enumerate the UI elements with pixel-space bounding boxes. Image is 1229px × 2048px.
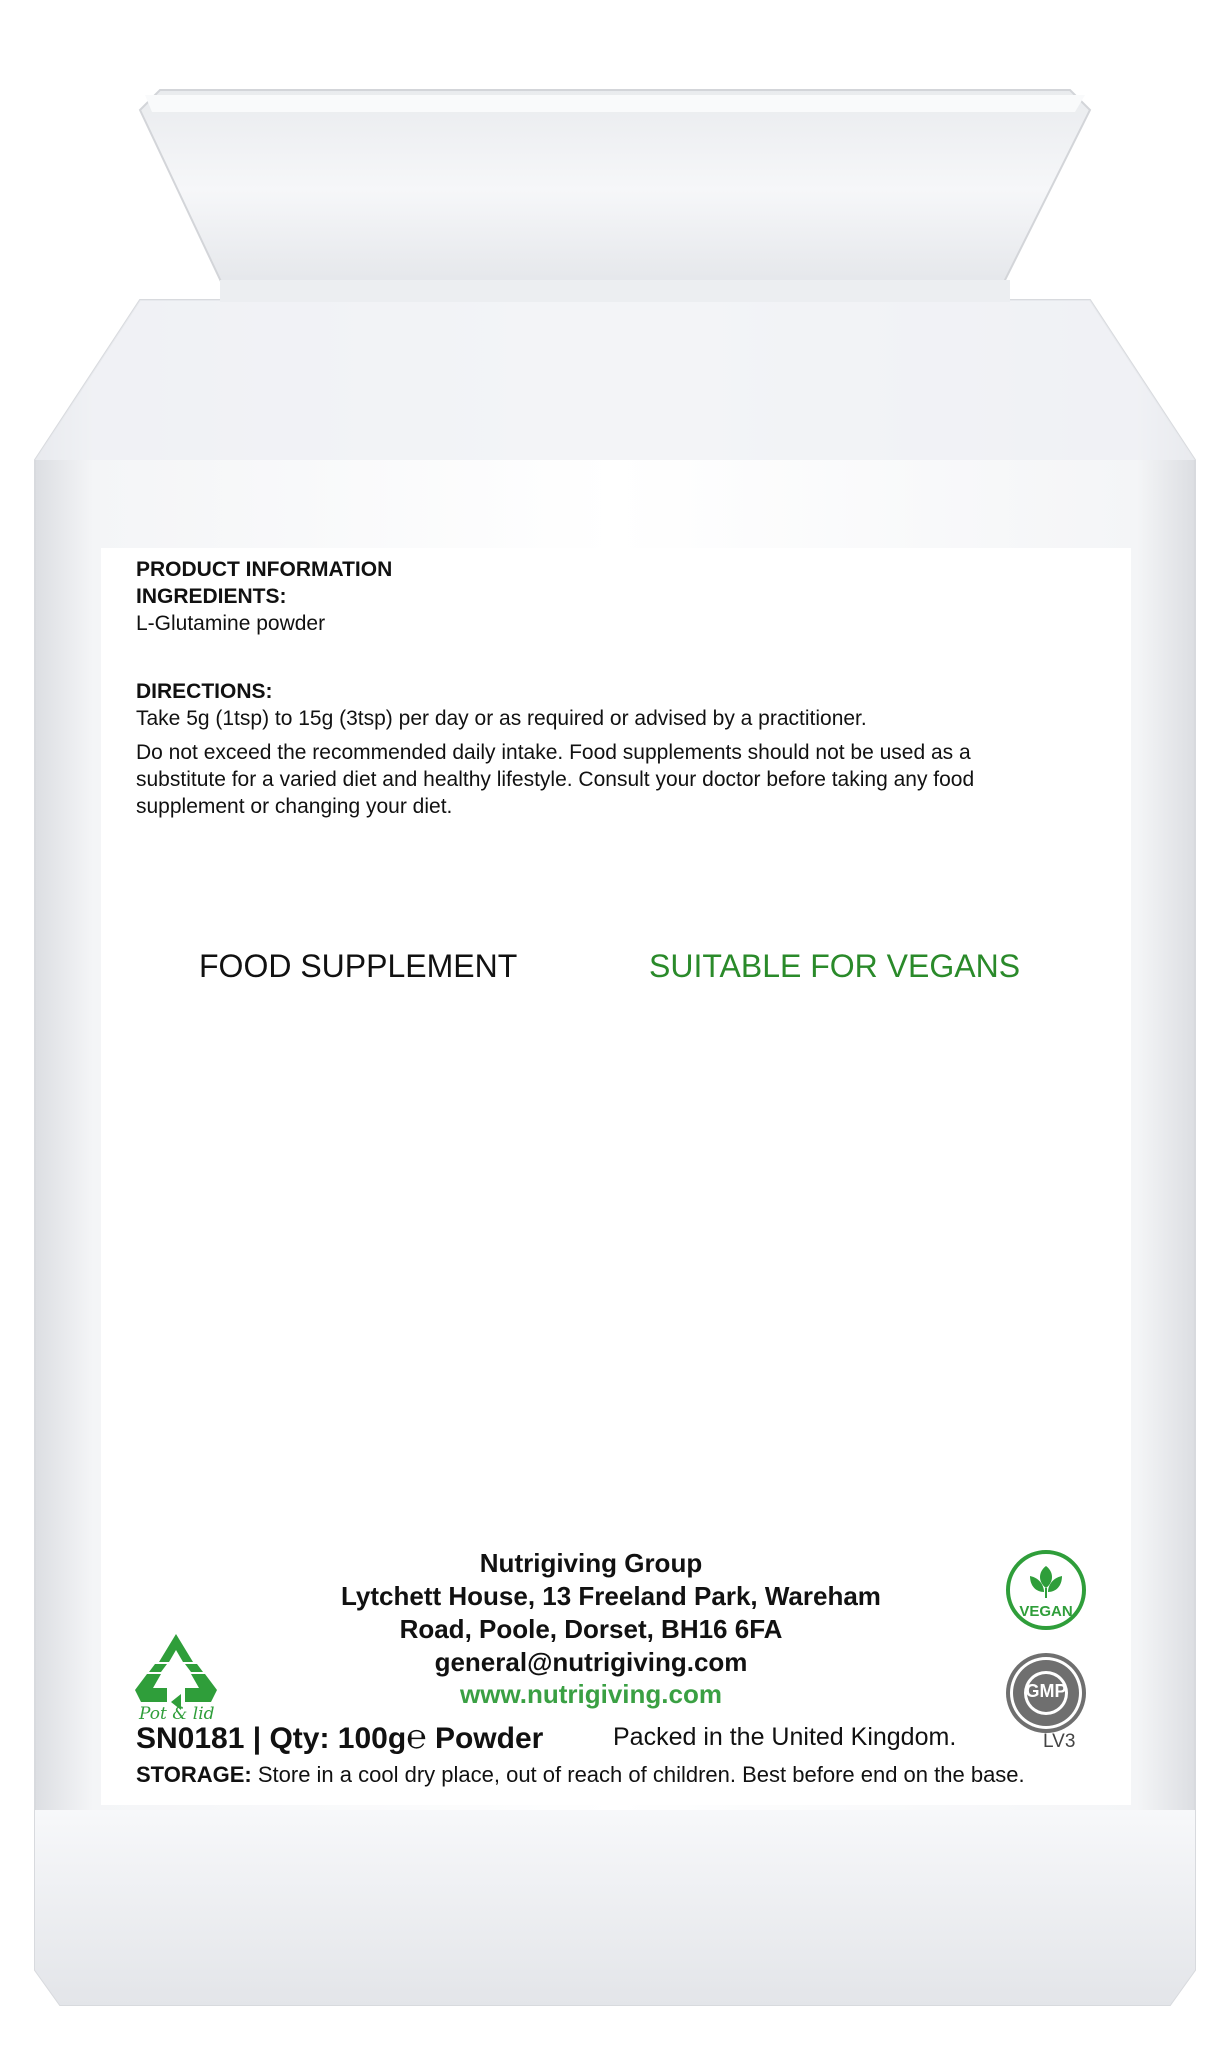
company-name: Nutrigiving Group	[479, 1548, 703, 1578]
food-supplement-text: FOOD SUPPLEMENT	[199, 948, 518, 984]
storage-line	[136, 1762, 1025, 1788]
ingredients-text: L-Glutamine powder	[136, 612, 326, 635]
version-code: LV3	[1043, 1731, 1076, 1752]
product-info-heading: PRODUCT INFORMATION	[136, 558, 393, 581]
vegan-badge-label: VEGAN	[1019, 1603, 1073, 1620]
product-label	[101, 548, 1131, 1805]
gmp-badge-label: GMP	[1025, 1681, 1067, 1701]
ingredients-heading: INGREDIENTS:	[136, 585, 287, 608]
product-code-text: SN0181 | Qty: 100g	[136, 1722, 407, 1755]
address-line: Lytchett House, 13 Freeland Park, Wareham	[341, 1581, 881, 1611]
warning-line: Do not exceed the recommended daily intake. Food supplements should not be used as a	[136, 741, 971, 764]
recycle-caption: Pot & lid	[139, 1704, 215, 1724]
estimated-sign: ℮	[406, 1718, 427, 1756]
address-line: Road, Poole, Dorset, BH16 6FA	[399, 1614, 783, 1644]
suitable-for-vegans-text: SUITABLE FOR VEGANS	[649, 948, 1021, 984]
website-link: www.nutrigiving.com	[460, 1679, 722, 1709]
warning-line: substitute for a varied diet and healthy lifestyle. Consult your doctor before taking any food	[136, 768, 975, 791]
product-code-qty	[136, 1718, 543, 1757]
directions-heading: DIRECTIONS:	[136, 680, 273, 703]
storage-text: Store in a cool dry place, out of reach of children. Best before end on the base.	[257, 1762, 1025, 1787]
powder-text: Powder	[434, 1722, 544, 1755]
storage-heading: STORAGE:	[136, 1762, 252, 1787]
directions-text: Take 5g (1tsp) to 15g (3tsp) per day or as required or advised by a practitioner.	[136, 707, 867, 730]
email-text: general@nutrigiving.com	[434, 1647, 748, 1677]
bottle-lid	[140, 90, 1090, 290]
packed-in-text: Packed in the United Kingdom.	[613, 1723, 957, 1751]
warning-line: supplement or changing your diet.	[136, 795, 453, 818]
